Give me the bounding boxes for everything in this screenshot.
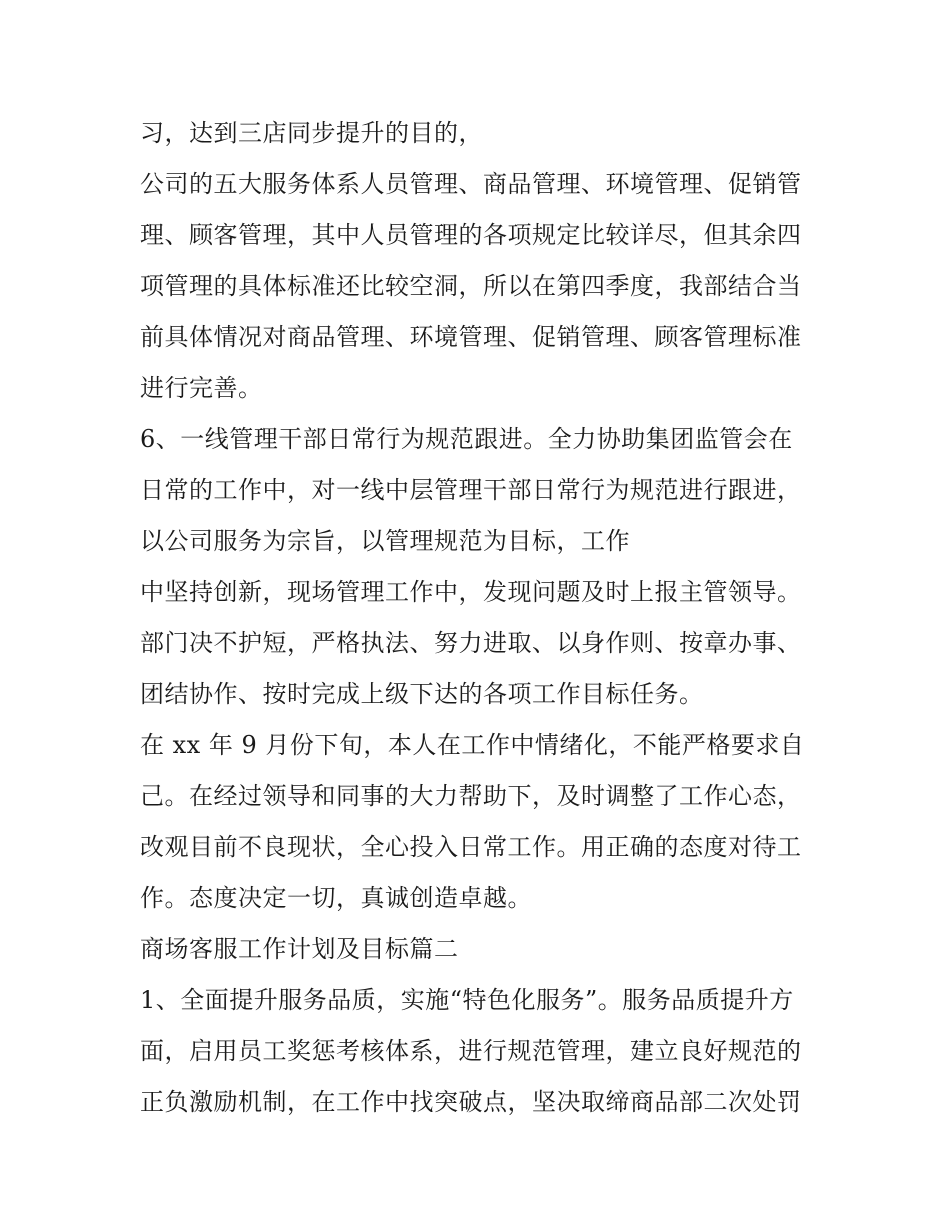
- text-line: 在 xx 年 9 月份下旬，本人在工作中情绪化，不能严格要求自: [140, 731, 805, 759]
- text-line: 1、全面提升服务品质，实施“特色化服务”。服务品质提升方: [140, 986, 794, 1014]
- text-line: 进行完善。: [140, 374, 263, 402]
- section-heading: 商场客服工作计划及目标篇二: [140, 935, 459, 963]
- text-line: 团结协作、按时完成上级下达的各项工作目标任务。: [140, 680, 704, 708]
- text-line: 6、一线管理干部日常行为规范跟进。全力协助集团监管会在: [140, 425, 793, 453]
- text-line: 理、顾客管理，其中人员管理的各项规定比较详尽，但其余四: [140, 221, 802, 249]
- text-line: 部门决不护短，严格执法、努力进取、以身作则、按章办事、: [140, 629, 802, 657]
- text-line: 作。态度决定一切，真诚创造卓越。: [140, 884, 532, 912]
- text-line: 己。在经过领导和同事的大力帮助下，及时调整了工作心态，: [140, 782, 802, 810]
- text-line: 以公司服务为宗旨，以管理规范为目标，工作: [140, 527, 630, 555]
- text-line: 中坚持创新，现场管理工作中，发现问题及时上报主管领导。: [140, 578, 802, 606]
- document-body: [140, 108, 820, 1128]
- text-line: 项管理的具体标准还比较空洞，所以在第四季度，我部结合当: [140, 272, 802, 300]
- text-line: 改观目前不良现状，全心投入日常工作。用正确的态度对待工: [140, 833, 802, 861]
- text-line: 面，启用员工奖惩考核体系，进行规范管理，建立良好规范的: [140, 1037, 802, 1065]
- text-line: 公司的五大服务体系人员管理、商品管理、环境管理、促销管: [140, 170, 802, 198]
- text-line: 前具体情况对商品管理、环境管理、促销管理、顾客管理标准: [140, 323, 802, 351]
- text-line: 习，达到三店同步提升的目的，: [140, 119, 483, 147]
- text-line: 日常的工作中，对一线中层管理干部日常行为规范进行跟进，: [140, 476, 802, 504]
- text-line: 正负激励机制，在工作中找突破点，坚决取缔商品部二次处罚: [140, 1088, 802, 1116]
